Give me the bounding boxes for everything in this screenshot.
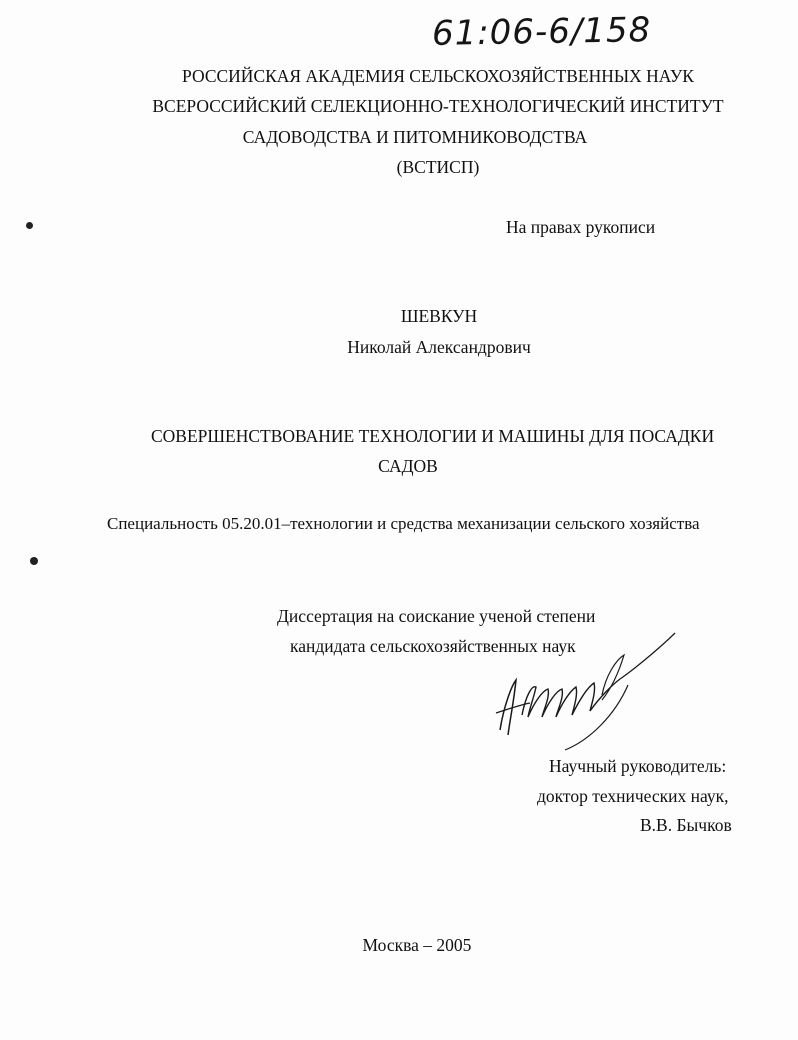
header-line-institute-cont: САДОВОДСТВА И ПИТОМНИКОВОДСТВА (242, 127, 588, 147)
scan-speck (30, 557, 38, 565)
signature (490, 625, 690, 765)
thesis-title-line-2: САДОВ (378, 456, 438, 476)
header-line-institute: ВСЕРОССИЙСКИЙ СЕЛЕКЦИОННО-ТЕХНОЛОГИЧЕСКИЙ ИНСТИТУТ (152, 96, 724, 116)
archive-code: 61:06-6/158 (431, 10, 652, 54)
author-surname: ШЕВКУН (400, 306, 478, 326)
dissertation-line-1: Диссертация на соискание ученой степени (277, 606, 596, 626)
supervisor-degree: доктор технических наук, (537, 786, 729, 806)
city-year: Москва – 2005 (362, 935, 472, 955)
scan-speck (26, 222, 33, 229)
header-line-academy: РОССИЙСКАЯ АКАДЕМИЯ СЕЛЬСКОХОЗЯЙСТВЕННЫХ НАУК (182, 66, 694, 86)
header-abbreviation: (ВСТИСП) (396, 157, 480, 177)
dissertation-line-2: кандидата сельскохозяйственных наук (290, 636, 576, 656)
thesis-title-line-1: СОВЕРШЕНСТВОВАНИЕ ТЕХНОЛОГИИ И МАШИНЫ ДЛЯ ПОСАДКИ (151, 426, 715, 446)
author-given-names: Николай Александрович (347, 337, 531, 357)
supervisor-label: Научный руководитель: (549, 756, 727, 776)
specialty: Специальность 05.20.01–технологии и средства механизации сельского хозяйства (107, 514, 700, 533)
rights-note: На правах рукописи (506, 217, 656, 237)
supervisor-name: В.В. Бычков (640, 815, 732, 835)
